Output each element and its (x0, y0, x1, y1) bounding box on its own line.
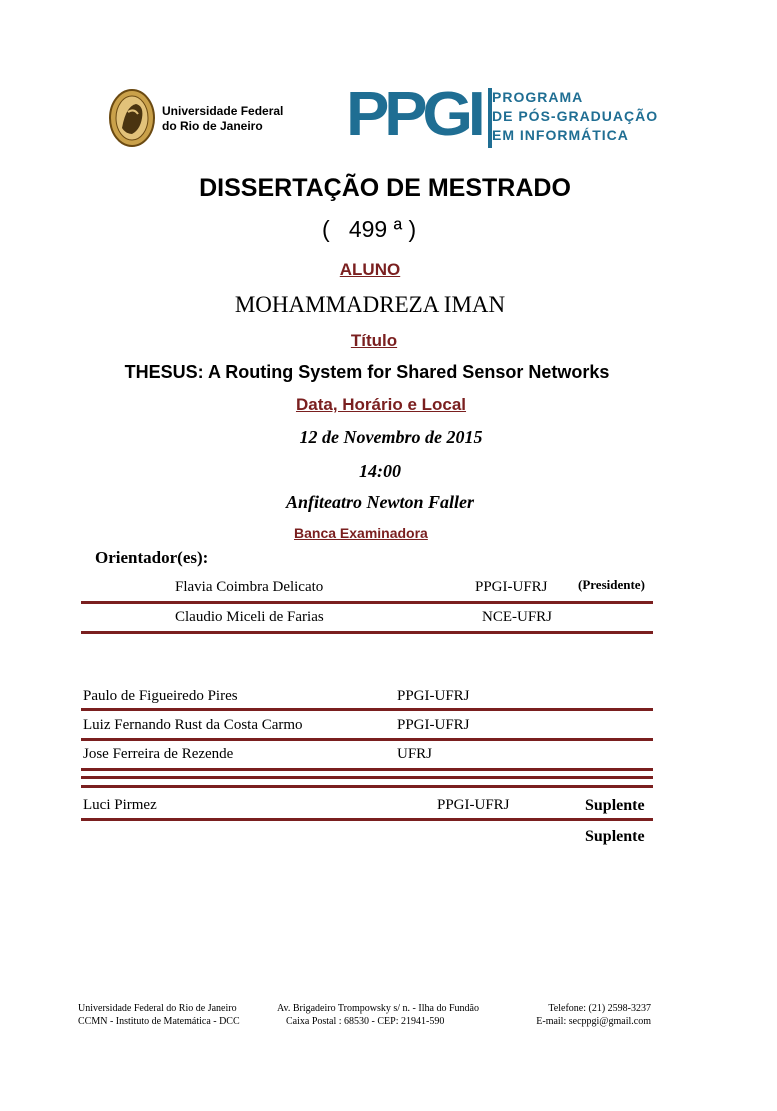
divider (81, 776, 653, 779)
orientador-name: Flavia Coimbra Delicato (175, 579, 324, 595)
banca-label: Banca Examinadora (294, 525, 428, 541)
document-title: DISSERTAÇÃO DE MESTRADO (199, 174, 571, 202)
suplente-role: Suplente (585, 797, 645, 814)
member-affiliation: PPGI-UFRJ (397, 688, 470, 704)
ufrj-seal-icon (108, 88, 156, 148)
divider (81, 708, 653, 711)
defense-location: Anfiteatro Newton Faller (285, 492, 474, 512)
divider (81, 785, 653, 788)
aluno-label: ALUNO (339, 260, 401, 279)
member-name: Paulo de Figueiredo Pires (83, 688, 238, 704)
footer (0, 1002, 777, 1032)
member-affiliation: PPGI-UFRJ (397, 717, 470, 733)
divider (81, 768, 653, 771)
divider (81, 738, 653, 741)
suplente-role: Suplente (585, 828, 645, 845)
orientador-label: Orientador(es): (95, 548, 209, 567)
footer-address: Av. Brigadeiro Trompowsky s/ n. - Ilha do Fundão (277, 1003, 479, 1014)
footer-email: E-mail: secppgi@gmail.com (536, 1016, 651, 1027)
ppgi-logo-mark: PPGI (346, 80, 481, 149)
ppgi-line2: DE PÓS-GRADUAÇÃO (492, 108, 659, 124)
divider (81, 818, 653, 821)
thesis-title: THESUS: A Routing System for Shared Sensor Networks (124, 362, 610, 382)
footer-postal: Caixa Postal : 68530 - CEP: 21941-590 (286, 1016, 445, 1027)
orientador-name: Claudio Miceli de Farias (175, 609, 324, 625)
member-affiliation: UFRJ (397, 746, 433, 762)
orientador-affiliation: PPGI-UFRJ (475, 579, 548, 595)
orientador-role: (Presidente) (578, 577, 645, 592)
ppgi-line3: EM INFORMÁTICA (492, 127, 629, 143)
footer-department: CCMN - Instituto de Matemática - DCC (78, 1016, 240, 1027)
footer-phone: Telefone: (21) 2598-3237 (548, 1003, 651, 1014)
divider (81, 631, 653, 634)
data-horario-local-label: Data, Horário e Local (295, 395, 467, 414)
member-name: Luiz Fernando Rust da Costa Carmo (83, 717, 303, 733)
ufrj-name-line2: do Rio de Janeiro (162, 119, 263, 133)
defense-time: 14:00 (359, 461, 401, 481)
dissertation-number: ( 499 ª ) (322, 216, 417, 242)
titulo-label: Título (350, 331, 398, 350)
student-name: MOHAMMADREZA IMAN (234, 292, 506, 317)
orientador-affiliation: NCE-UFRJ (482, 609, 553, 625)
ufrj-name-line1: Universidade Federal (162, 104, 284, 118)
ufrj-logo (108, 88, 308, 148)
suplente-affiliation: PPGI-UFRJ (437, 797, 510, 813)
ppgi-logo (346, 80, 659, 152)
ppgi-line1: PROGRAMA (492, 89, 584, 105)
divider (81, 601, 653, 604)
footer-institution: Universidade Federal do Rio de Janeiro (78, 1003, 237, 1014)
suplente-name: Luci Pirmez (83, 797, 157, 813)
defense-date: 12 de Novembro de 2015 (299, 427, 483, 447)
member-name: Jose Ferreira de Rezende (83, 746, 234, 762)
